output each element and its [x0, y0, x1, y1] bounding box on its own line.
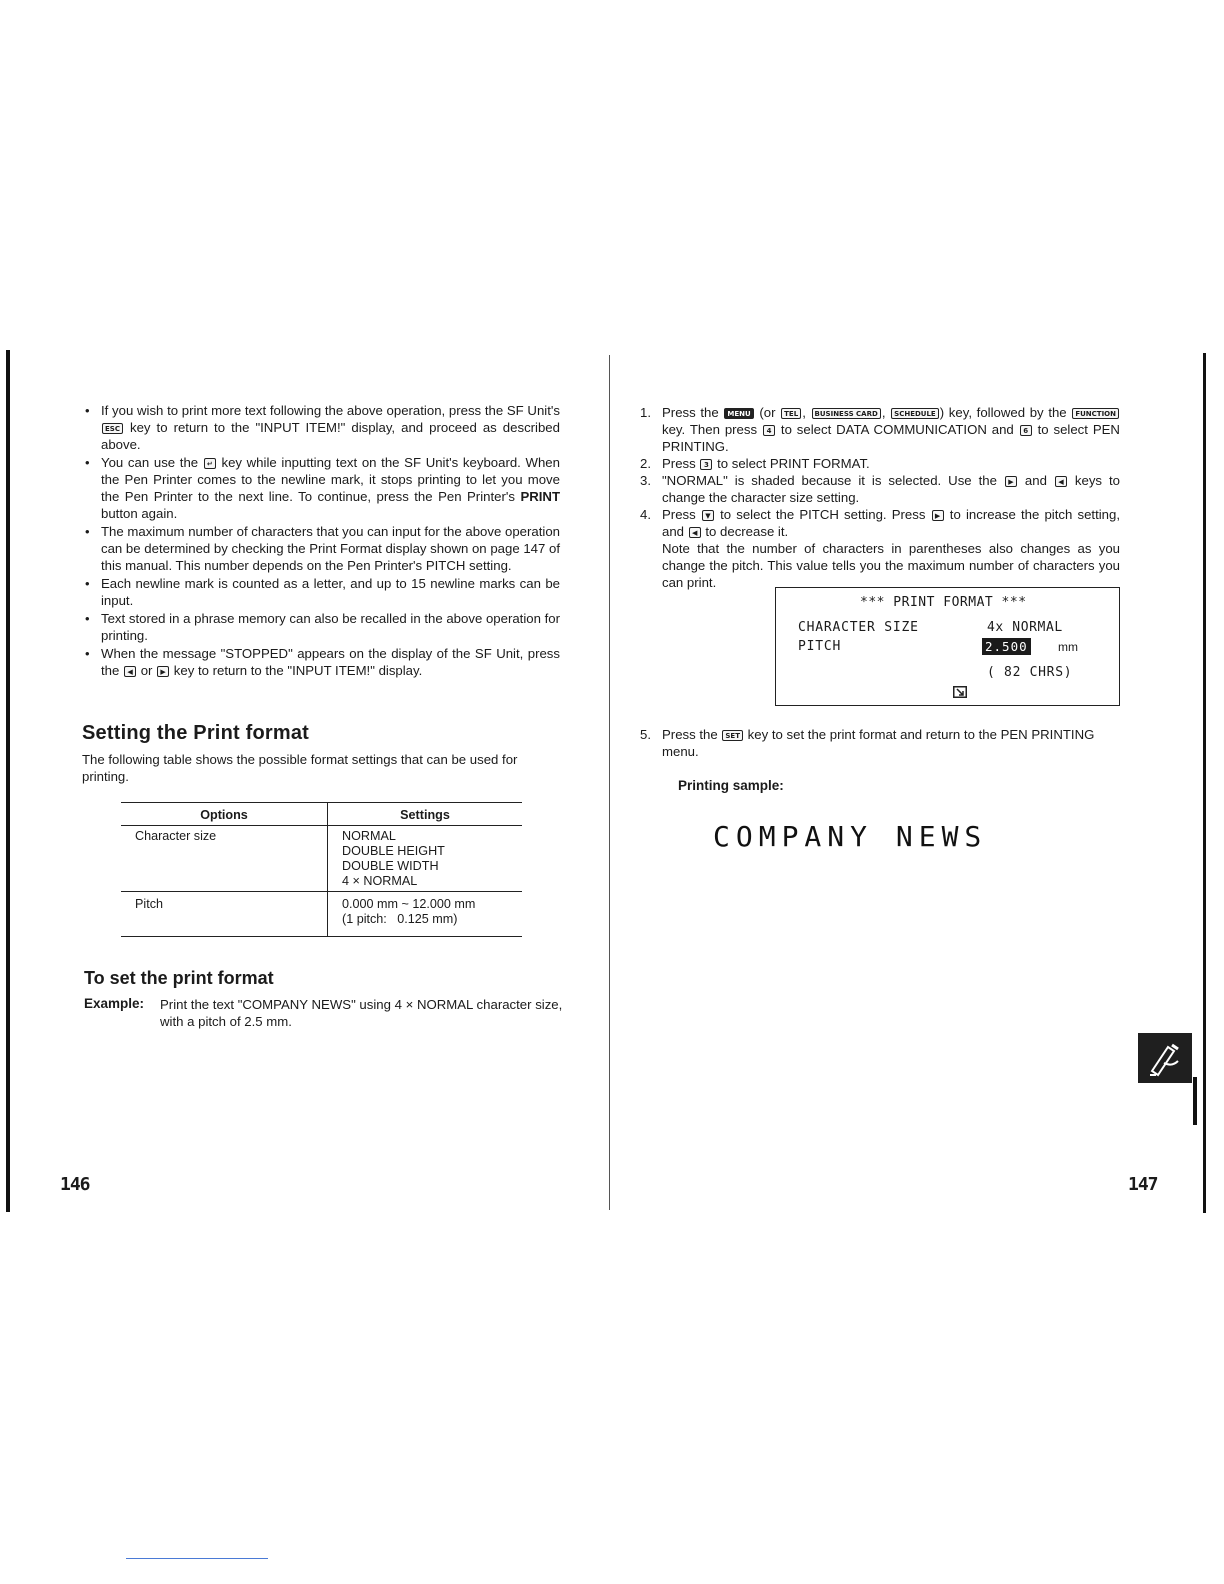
decorative-line [126, 1558, 268, 1559]
page-gutter [609, 355, 610, 1210]
print-format-display [775, 587, 1120, 706]
step-text: Press [662, 507, 696, 522]
step-text: key to set the print format and return to the PEN PRINTING menu. [662, 727, 1095, 759]
left-arrow-key-icon: ◀ [124, 666, 136, 677]
note-text: or [140, 663, 153, 678]
character-size-value: 4x NORMAL [987, 620, 1063, 635]
step-text: key. Then press [662, 422, 758, 437]
function-key-icon: FUNCTION [1072, 408, 1119, 419]
pen-printer-logo-icon [1138, 1033, 1192, 1083]
step-text: to decrease it. [705, 524, 789, 539]
printing-sample-text: COMPANY NEWS [713, 820, 988, 853]
step-text: Press the [662, 405, 719, 420]
note-text: key while inputting text on the SF Unit's keyboard. When the Pen Printer comes to the newline mark, it stops printing to let you move the Pen Printer to the next line. To continue, press the Pen Printer's [101, 455, 560, 504]
menu-key-icon: MENU [724, 408, 753, 419]
step-text: Press [662, 456, 696, 471]
print-button-label: PRINT [520, 489, 561, 504]
step-text: to select PEN PRINTING. [662, 422, 1120, 454]
note-text: button again. [101, 506, 178, 521]
set-key-icon: SET [722, 730, 743, 741]
setting-value: (1 pitch: 0.125 mm) [342, 912, 458, 926]
note-item [82, 454, 560, 522]
note-item: • The maximum number of characters that you can input for the above operation can be determined by checking the Print Format display shown on page 147 of this manual. This number depends on the Pen Printer's PITCH setting. [82, 523, 560, 574]
right-arrow-key-icon: ▶ [932, 510, 944, 521]
section-intro: The following table shows the possible format settings that can be used for printing. [82, 752, 518, 784]
schedule-key-icon: SCHEDULE [891, 408, 939, 419]
table-header-options: Options [121, 803, 328, 826]
table-row [121, 826, 522, 892]
left-arrow-key-icon: ◀ [689, 527, 701, 538]
note-item [82, 645, 560, 679]
step-item: 1. Press the MENU (or TEL , BUSINESS CARD , SCHEDULE ) key, followed by the FUNCTION key. Then press 4 to select DATA COMMUNICATION and 6 to select PEN PRINTING. [640, 405, 1120, 454]
notes-list [82, 402, 560, 680]
page-edge-left [6, 350, 10, 1212]
character-size-label: CHARACTER SIZE [798, 620, 919, 635]
left-arrow-key-icon: ◀ [1055, 476, 1067, 487]
note-text: If you wish to print more text following the above operation, press the SF Unit's [101, 403, 560, 418]
esc-key-icon: ESC [102, 423, 123, 434]
page-number: 146 [60, 1174, 90, 1195]
note-text: key to return to the "INPUT ITEM!" display, and proceed as described above. [101, 420, 560, 452]
step-text: to select DATA COMMUNICATION and [780, 422, 1014, 437]
step-number: 2. [640, 456, 651, 471]
setting-value: NORMAL [342, 829, 396, 843]
steps-list [640, 404, 1120, 591]
table-header-settings: Settings [328, 803, 523, 826]
pitch-label: PITCH [798, 639, 842, 654]
pitch-unit: mm [1058, 640, 1078, 654]
key-3-icon: 3 [700, 459, 712, 470]
note-item: • Each newline mark is counted as a letter, and up to 15 newline marks can be input. [82, 575, 560, 609]
page-tab-marker [1193, 1077, 1197, 1125]
page-number: 147 [1128, 1174, 1158, 1195]
enter-key-icon: ↵ [204, 458, 216, 469]
step-item [640, 472, 1120, 506]
printing-sample-label: Printing sample: [678, 778, 784, 793]
right-arrow-key-icon: ▶ [157, 666, 169, 677]
table-cell-settings [328, 826, 523, 892]
note-text: You can use the [101, 455, 199, 470]
step-item [640, 726, 1124, 760]
step-item [640, 455, 1120, 472]
format-options-table [121, 802, 522, 937]
table-row [121, 892, 522, 937]
step-number: 1. [640, 405, 651, 420]
step-number: 5. [640, 727, 651, 742]
subsection-heading: To set the print format [84, 968, 274, 988]
setting-value: DOUBLE HEIGHT [342, 844, 445, 858]
key-4-icon: 4 [763, 425, 775, 436]
max-chars-value: ( 82 CHRS) [987, 665, 1073, 680]
step-text: "NORMAL" is shaded because it is selected. Use the [662, 473, 997, 488]
step-text: to increase the pitch setting, and [662, 507, 1120, 539]
display-title: *** PRINT FORMAT *** [860, 595, 1027, 610]
step-number: 4. [640, 507, 651, 522]
table-cell-settings [328, 892, 523, 937]
key-6-icon: 6 [1020, 425, 1032, 436]
example-text: Print the text "COMPANY NEWS" using 4 × NORMAL character size, with a pitch of 2.5 mm. [160, 997, 563, 1029]
scroll-indicator-icon [953, 686, 967, 698]
step-item [640, 506, 1120, 591]
tel-key-icon: TEL [781, 408, 801, 419]
note-item: • Text stored in a phrase memory can also be recalled in the above operation for printing. [82, 610, 560, 644]
table-cell-option: Pitch [121, 892, 328, 937]
setting-value: DOUBLE WIDTH [342, 859, 439, 873]
setting-value: 0.000 mm ~ 12.000 mm [342, 897, 476, 911]
note-text: key to return to the "INPUT ITEM!" display. [173, 663, 423, 678]
step-text: to select the PITCH setting. Press [720, 507, 926, 522]
down-arrow-key-icon: ▼ [702, 510, 714, 521]
step-text: Press the [662, 727, 718, 742]
step-number: 3. [640, 473, 651, 488]
section-heading: Setting the Print format [82, 722, 310, 744]
step-text: and [1024, 473, 1047, 488]
step-text: keys to change the character size setting. [662, 473, 1120, 505]
note-item [82, 402, 560, 453]
page-edge-right [1203, 353, 1206, 1213]
right-arrow-key-icon: ▶ [1005, 476, 1017, 487]
note-text: When the message "STOPPED" appears on the display of the SF Unit, press the [101, 646, 560, 678]
table-cell-option: Character size [121, 826, 328, 892]
step-note: Note that the number of characters in parentheses also changes as you change the pitch. This value tells you the maximum number of characters you can print. [662, 541, 1120, 590]
step-text: (or [759, 405, 776, 420]
step-text: ) key, followed by the [939, 405, 1067, 420]
setting-value: 4 × NORMAL [342, 874, 418, 888]
pitch-value: 2.500 [982, 638, 1031, 655]
step-text: to select PRINT FORMAT. [717, 456, 870, 471]
example-label: Example: [84, 996, 145, 1011]
business-card-key-icon: BUSINESS CARD [812, 408, 881, 419]
